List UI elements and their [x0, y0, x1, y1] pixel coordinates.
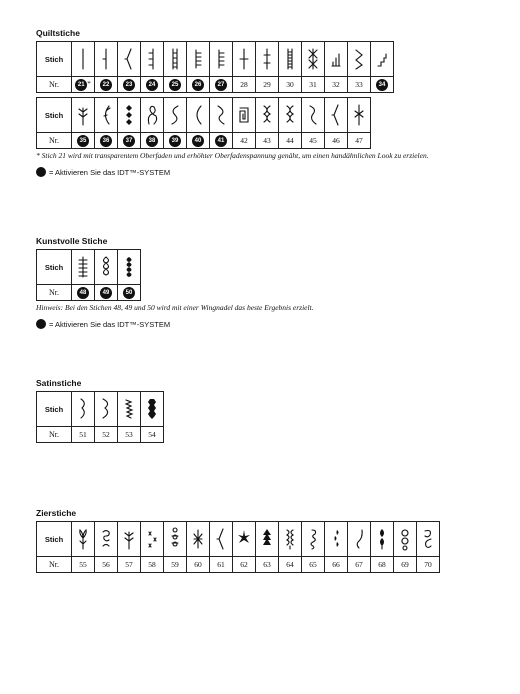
stitch-symbol-cell — [187, 42, 210, 77]
idt-number-badge: 50 — [123, 287, 135, 299]
stich-label: Stich — [37, 98, 72, 133]
e-stitch-stitch-icon — [190, 46, 206, 72]
nr-label: Nr. — [37, 557, 72, 573]
e-stitch-stitch-icon — [213, 46, 229, 72]
stitch-number-cell: 29 — [256, 77, 279, 93]
zig-stitch-icon — [328, 102, 344, 128]
stitch-symbol-cell — [348, 98, 371, 133]
quilt-table-row1 — [36, 41, 394, 93]
idt-dot-icon — [36, 319, 46, 329]
stitch-number-cell: 58 — [141, 557, 164, 573]
stitch-number-cell: 61 — [210, 557, 233, 573]
idt-number-badge: 23 — [123, 79, 135, 91]
stitch-number-cell — [118, 77, 141, 93]
scroll-stitch-icon — [305, 526, 321, 552]
comb-stitch-icon — [144, 46, 160, 72]
stitch-number-cell: 42 — [233, 133, 256, 149]
stitch-symbol-cell — [141, 392, 164, 427]
stitch-number-cell — [95, 285, 118, 301]
braid-stitch-icon — [282, 102, 298, 128]
stitch-symbol-cell — [210, 98, 233, 133]
stitch-symbol-cell — [325, 522, 348, 557]
stitch-symbol-cell — [187, 98, 210, 133]
stitch-symbol-cell — [325, 42, 348, 77]
stitch-number-cell: 69 — [394, 557, 417, 573]
stitch-symbol-cell — [371, 42, 394, 77]
zigzag-stitch-icon — [351, 46, 367, 72]
stitch-number-cell: 44 — [279, 133, 302, 149]
stitch-symbol-cell — [302, 98, 325, 133]
quilt-table-row2 — [36, 97, 371, 149]
stitch-number-cell: 33 — [348, 77, 371, 93]
tree-stitch-icon — [259, 526, 275, 552]
kunst-hint: Hinweis: Bei den Stichen 48, 49 und 50 wird mit einer Wingnadel das beste Ergebnis erzielt. — [36, 303, 314, 312]
braid-stitch-icon — [259, 102, 275, 128]
footnote-marker: * — [87, 79, 91, 88]
loops-stitch-icon — [397, 526, 413, 552]
flower-stitch-icon — [167, 526, 183, 552]
satin-dense-stitch-icon — [144, 396, 160, 422]
stitch-symbol-cell — [210, 522, 233, 557]
stitch-symbol-cell — [348, 42, 371, 77]
leaf-stitch-icon — [121, 526, 137, 552]
stitch-number-cell — [141, 77, 164, 93]
nr-label: Nr. — [37, 285, 72, 301]
stitch-symbol-cell — [95, 250, 118, 285]
stitch-number-cell: 62 — [233, 557, 256, 573]
chain-stitch-icon — [98, 254, 114, 280]
idt-number-badge: 39 — [169, 135, 181, 147]
stitch-number-cell: 56 — [95, 557, 118, 573]
satin-zig-stitch-icon — [121, 396, 137, 422]
stitch-symbol-cell — [210, 42, 233, 77]
stitch-number-cell: 32 — [325, 77, 348, 93]
stitch-symbol-cell — [141, 522, 164, 557]
stitch-number-cell: 63 — [256, 557, 279, 573]
idt-number-badge: 26 — [192, 79, 204, 91]
stitch-number-cell — [187, 77, 210, 93]
stitch-symbol-cell — [302, 522, 325, 557]
zig-stitch-icon — [213, 526, 229, 552]
loops2-stitch-icon — [420, 526, 436, 552]
idt-number-badge: 24 — [146, 79, 158, 91]
stitch-symbol-cell — [72, 392, 95, 427]
loop-stitch-icon — [144, 102, 160, 128]
stich-label: Stich — [37, 392, 72, 427]
section-kunstvolle-stiche — [36, 236, 496, 329]
stitch-number-cell — [210, 77, 233, 93]
stitch-symbol-cell — [72, 522, 95, 557]
idt-number-badge: 36 — [100, 135, 112, 147]
idt-dot-icon — [36, 167, 46, 177]
idt-legend-text: = Aktivieren Sie das IDT™-SYSTEM — [49, 167, 171, 177]
stitch-symbol-cell — [279, 98, 302, 133]
idt-number-badge: 27 — [215, 79, 227, 91]
scallop2-stitch-icon — [98, 396, 114, 422]
stitch-number-cell: 67 — [348, 557, 371, 573]
stitch-number-cell: 52 — [95, 427, 118, 443]
stitch-number-cell: 54 — [141, 427, 164, 443]
pattern-stitch-icon — [282, 526, 298, 552]
stitch-symbol-cell — [72, 250, 95, 285]
stitch-number-cell — [118, 133, 141, 149]
stitch-number-cell: 51 — [72, 427, 95, 443]
stitch-symbol-cell — [164, 42, 187, 77]
stitch-number-cell: 60 — [187, 557, 210, 573]
ladder-stitch-icon — [167, 46, 183, 72]
stitch-symbol-cell — [279, 42, 302, 77]
leaves-stitch-icon — [328, 526, 344, 552]
stitch-number-cell: 55 — [72, 557, 95, 573]
idt-number-badge: 22 — [100, 79, 112, 91]
stitch-symbol-cell — [279, 522, 302, 557]
stitch-symbol-cell — [141, 98, 164, 133]
nr-label: Nr. — [37, 133, 72, 149]
stitch-number-cell — [187, 133, 210, 149]
stitch-number-cell: 64 — [279, 557, 302, 573]
stitch-symbol-cell — [118, 98, 141, 133]
straight-stitch-icon — [75, 46, 91, 72]
stitch-number-cell: 46 — [325, 133, 348, 149]
arrow-curve-stitch-icon — [98, 102, 114, 128]
quilt-footnote: * Stich 21 wird mit transparentem Oberfaden und erhöhter Oberfadenspannung genäht, um einen handähnlichen Look zu erzielen. — [36, 151, 429, 160]
zig-stitch-icon — [121, 46, 137, 72]
stitch-number-cell: 68 — [371, 557, 394, 573]
stitch-symbol-cell — [233, 522, 256, 557]
section-zierstiche — [36, 508, 440, 573]
stitch-number-cell — [72, 133, 95, 149]
stitch-symbol-cell — [348, 522, 371, 557]
tulip-stitch-icon — [75, 526, 91, 552]
idt-number-badge: 40 — [192, 135, 204, 147]
idt-number-badge: 34 — [376, 79, 388, 91]
idt-number-badge: 21 — [75, 79, 87, 91]
starburst-stitch-icon — [236, 526, 252, 552]
stitch-symbol-cell — [371, 522, 394, 557]
stitch-number-cell: 57 — [118, 557, 141, 573]
scallop-stitch-icon — [75, 396, 91, 422]
leaf2-stitch-icon — [374, 526, 390, 552]
idt-number-badge: 35 — [77, 135, 89, 147]
s-line-stitch-icon — [213, 102, 229, 128]
feather-stitch-icon — [75, 254, 91, 280]
x-stitch-stitch-icon — [305, 46, 321, 72]
stitch-symbol-cell — [141, 42, 164, 77]
stitch-symbol-cell — [394, 522, 417, 557]
section-title-zierstiche: Zierstiche — [36, 508, 77, 518]
section-title-quiltstiche: Quiltstiche — [36, 28, 80, 38]
stich-label: Stich — [37, 522, 72, 557]
idt-legend — [36, 319, 496, 329]
stitch-number-cell: 30 — [279, 77, 302, 93]
idt-number-badge: 49 — [100, 287, 112, 299]
stitch-number-cell: 70 — [417, 557, 440, 573]
section-quiltstiche — [36, 28, 496, 177]
idt-number-badge: 38 — [146, 135, 158, 147]
idt-number-badge: 41 — [215, 135, 227, 147]
stitch-symbol-cell — [118, 42, 141, 77]
stars-stitch-icon — [144, 526, 160, 552]
cross-stitch-icon — [236, 46, 252, 72]
leaf-stitch-icon — [75, 102, 91, 128]
stitch-number-cell — [118, 285, 141, 301]
stitch-number-cell: 59 — [164, 557, 187, 573]
kunst-table — [36, 249, 141, 301]
s-wave-stitch-icon — [305, 102, 321, 128]
diamonds-stitch-icon — [121, 102, 137, 128]
idt-number-badge: 25 — [169, 79, 181, 91]
stitch-number-cell: 66 — [325, 557, 348, 573]
idt-legend-text: = Aktivieren Sie das IDT™-SYSTEM — [49, 319, 171, 329]
satin-table — [36, 391, 164, 443]
stitch-symbol-cell — [72, 42, 95, 77]
stitch-symbol-cell — [256, 522, 279, 557]
idt-number-badge: 48 — [77, 287, 89, 299]
stitch-symbol-cell — [118, 250, 141, 285]
stitch-symbol-cell — [118, 522, 141, 557]
stitch-number-cell — [95, 77, 118, 93]
stitch-symbol-cell — [325, 98, 348, 133]
stitch-number-cell: 28 — [233, 77, 256, 93]
section-title-satinstiche: Satinstiche — [36, 378, 82, 388]
stitch-number-cell — [95, 133, 118, 149]
stitch-symbol-cell — [233, 42, 256, 77]
curve-stitch-icon — [351, 526, 367, 552]
stitch-symbol-cell — [95, 522, 118, 557]
bars-stitch-icon — [328, 46, 344, 72]
ladder-dense-stitch-icon — [282, 46, 298, 72]
stitch-number-cell — [164, 77, 187, 93]
s-curve-stitch-icon — [167, 102, 183, 128]
stitch-symbol-cell — [164, 522, 187, 557]
idt-number-badge: 37 — [123, 135, 135, 147]
c-curve-stitch-icon — [190, 102, 206, 128]
stitch-symbol-cell — [187, 522, 210, 557]
stitch-symbol-cell — [95, 392, 118, 427]
stitch-symbol-cell — [95, 98, 118, 133]
stitch-symbol-cell — [417, 522, 440, 557]
stitch-number-cell: 47 — [348, 133, 371, 149]
stitch-number-cell — [72, 77, 95, 93]
stitch-number-cell: 45 — [302, 133, 325, 149]
stich-label: Stich — [37, 250, 72, 285]
snowflake-stitch-icon — [190, 526, 206, 552]
stich-label: Stich — [37, 42, 72, 77]
nr-label: Nr. — [37, 427, 72, 443]
stitch-symbol-cell — [233, 98, 256, 133]
stitch-number-cell: 65 — [302, 557, 325, 573]
stitch-symbol-cell — [95, 42, 118, 77]
stitch-symbol-cell — [302, 42, 325, 77]
stitch-symbol-cell — [118, 392, 141, 427]
stitch-symbol-cell — [72, 98, 95, 133]
square-spiral-stitch-icon — [236, 102, 252, 128]
nr-label: Nr. — [37, 77, 72, 93]
stitch-number-cell: 31 — [302, 77, 325, 93]
idt-legend — [36, 167, 496, 177]
plus-plus-stitch-icon — [259, 46, 275, 72]
stitch-number-cell: 53 — [118, 427, 141, 443]
stitch-symbol-cell — [256, 98, 279, 133]
swirl-stitch-icon — [98, 526, 114, 552]
stitch-number-cell — [141, 133, 164, 149]
stitch-symbol-cell — [164, 98, 187, 133]
stitch-number-cell: 43 — [256, 133, 279, 149]
stitch-number-cell — [164, 133, 187, 149]
dense-chain-stitch-icon — [121, 254, 137, 280]
star-line-stitch-icon — [351, 102, 367, 128]
straight-tick-stitch-icon — [98, 46, 114, 72]
stitch-number-cell — [371, 77, 394, 93]
section-title-kunstvolle-stiche: Kunstvolle Stiche — [36, 236, 108, 246]
stitch-number-cell — [210, 133, 233, 149]
stitch-symbol-cell — [256, 42, 279, 77]
section-satinstiche — [36, 378, 164, 443]
zier-table — [36, 521, 440, 573]
step-stitch-icon — [374, 46, 390, 72]
stitch-number-cell — [72, 285, 95, 301]
